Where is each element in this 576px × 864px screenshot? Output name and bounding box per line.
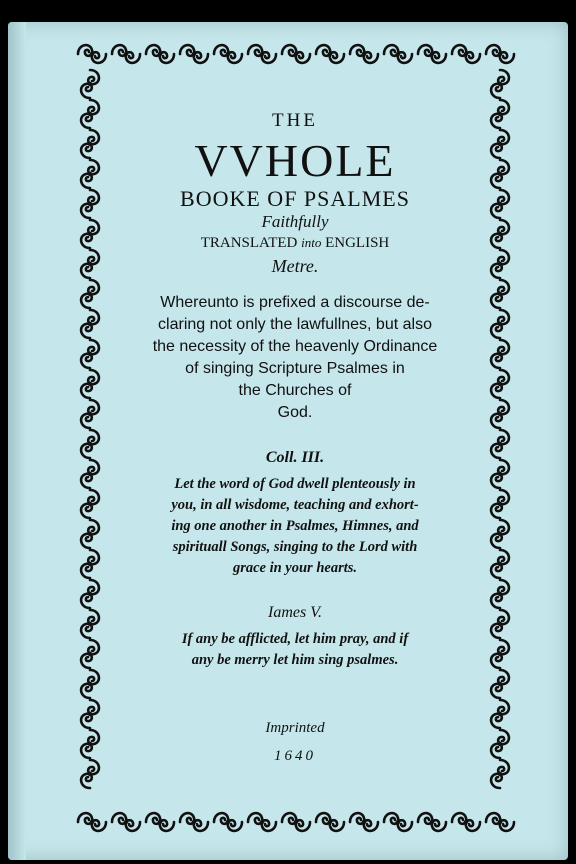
verse-line: any be merry let him sing psalmes. xyxy=(191,652,399,668)
border-ornament xyxy=(452,813,480,831)
word-translated: TRANSLATED xyxy=(200,235,298,251)
whereunto-line: the necessity of the heavenly Ordinance xyxy=(152,338,438,355)
whereunto-line: claring not only the lawfullnes, but also xyxy=(158,316,432,333)
border-ornament xyxy=(316,45,344,63)
verse-line: you, in all wisdome, teaching and exhort- xyxy=(171,497,419,513)
border-ornament xyxy=(486,45,514,63)
border-ornament xyxy=(81,400,99,428)
border-ornament xyxy=(146,45,174,63)
border-ornament xyxy=(491,340,509,368)
subtitle-translated xyxy=(135,232,455,254)
whereunto-line: of singing Scripture Psalmes in xyxy=(185,360,405,377)
border-top xyxy=(78,45,514,63)
whereunto-line: the Churches of xyxy=(238,382,352,399)
border-ornament xyxy=(81,430,99,458)
border-ornament xyxy=(282,45,310,63)
border-ornament xyxy=(486,813,514,831)
border-ornament xyxy=(491,520,509,548)
border-ornament xyxy=(316,813,344,831)
border-ornament xyxy=(81,190,99,218)
title-booke-of-psalmes: BOOKE OF PSALMES xyxy=(180,186,410,211)
border-ornament xyxy=(81,610,99,638)
border-ornament xyxy=(350,813,378,831)
border-ornament xyxy=(112,45,140,63)
border-ornament xyxy=(248,813,276,831)
border-ornament xyxy=(418,45,446,63)
verse-line: ing one another in Psalmes, Himnes, and xyxy=(171,518,419,534)
border-ornament xyxy=(81,640,99,668)
border-ornament xyxy=(491,460,509,488)
border-ornament xyxy=(81,220,99,248)
border-ornament xyxy=(491,100,509,128)
title-the: THE xyxy=(272,110,318,131)
border-ornament xyxy=(491,190,509,218)
border-ornament xyxy=(491,400,509,428)
border-ornament xyxy=(491,250,509,278)
whereunto-paragraph xyxy=(135,292,455,424)
imprint-year: 1640 xyxy=(274,748,316,764)
border-bottom xyxy=(78,813,514,831)
border-left xyxy=(81,70,99,788)
border-ornament xyxy=(78,813,106,831)
border-ornament xyxy=(214,45,242,63)
border-ornament xyxy=(81,250,99,278)
border-ornament xyxy=(491,220,509,248)
verse-line: Let the word of God dwell plenteously in xyxy=(174,476,416,492)
border-ornament xyxy=(491,70,509,98)
border-ornament xyxy=(81,700,99,728)
word-english: ENGLISH xyxy=(325,235,390,251)
border-ornament xyxy=(81,670,99,698)
border-ornament xyxy=(81,340,99,368)
border-ornament xyxy=(81,160,99,188)
border-ornament xyxy=(384,813,412,831)
border-ornament xyxy=(81,370,99,398)
border-ornament xyxy=(81,130,99,158)
word-into: into xyxy=(301,235,322,250)
border-ornament xyxy=(81,550,99,578)
border-ornament xyxy=(491,580,509,608)
colossians-verse xyxy=(135,474,455,579)
border-ornament xyxy=(112,813,140,831)
border-ornament xyxy=(282,813,310,831)
border-ornament xyxy=(491,430,509,458)
border-ornament xyxy=(491,490,509,518)
border-ornament xyxy=(491,670,509,698)
border-ornament xyxy=(384,45,412,63)
imprint-label: Imprinted xyxy=(265,720,325,736)
border-ornament xyxy=(180,45,208,63)
verse-line: grace in your hearts. xyxy=(232,560,358,576)
title-page-text xyxy=(135,100,455,767)
border-right xyxy=(491,70,509,788)
border-ornament xyxy=(81,580,99,608)
border-ornament xyxy=(491,370,509,398)
border-ornament xyxy=(491,310,509,338)
border-ornament xyxy=(81,730,99,758)
border-ornament xyxy=(491,760,509,788)
border-ornament xyxy=(491,160,509,188)
border-ornament xyxy=(418,813,446,831)
james-verse xyxy=(135,629,455,671)
title-whole: VVHOLE xyxy=(194,135,396,186)
border-ornament xyxy=(81,310,99,338)
border-ornament xyxy=(491,280,509,308)
border-ornament xyxy=(491,700,509,728)
border-ornament xyxy=(81,70,99,98)
whereunto-line: Whereunto is prefixed a discourse de- xyxy=(160,294,430,311)
border-ornament xyxy=(81,760,99,788)
page-edge-shadow xyxy=(8,22,26,860)
whereunto-line: God. xyxy=(277,404,313,421)
colossians-reference: Coll. III. xyxy=(265,449,325,466)
subtitle-faithfully: Faithfully xyxy=(261,212,329,231)
border-ornament xyxy=(491,610,509,638)
verse-line: spirituall Songs, singing to the Lord with xyxy=(172,539,418,555)
border-ornament xyxy=(452,45,480,63)
border-ornament xyxy=(248,45,276,63)
border-ornament xyxy=(81,460,99,488)
border-ornament xyxy=(491,640,509,668)
border-ornament xyxy=(214,813,242,831)
verse-line: If any be afflicted, let him pray, and if xyxy=(181,631,409,647)
border-ornament xyxy=(81,490,99,518)
border-ornament xyxy=(180,813,208,831)
james-reference: Iames V. xyxy=(268,604,322,621)
border-ornament xyxy=(78,45,106,63)
border-ornament xyxy=(81,520,99,548)
border-ornament xyxy=(81,100,99,128)
border-ornament xyxy=(491,550,509,578)
border-ornament xyxy=(491,130,509,158)
border-ornament xyxy=(146,813,174,831)
border-ornament xyxy=(491,730,509,758)
border-ornament xyxy=(350,45,378,63)
border-ornament xyxy=(81,280,99,308)
subtitle-metre: Metre. xyxy=(271,256,319,276)
